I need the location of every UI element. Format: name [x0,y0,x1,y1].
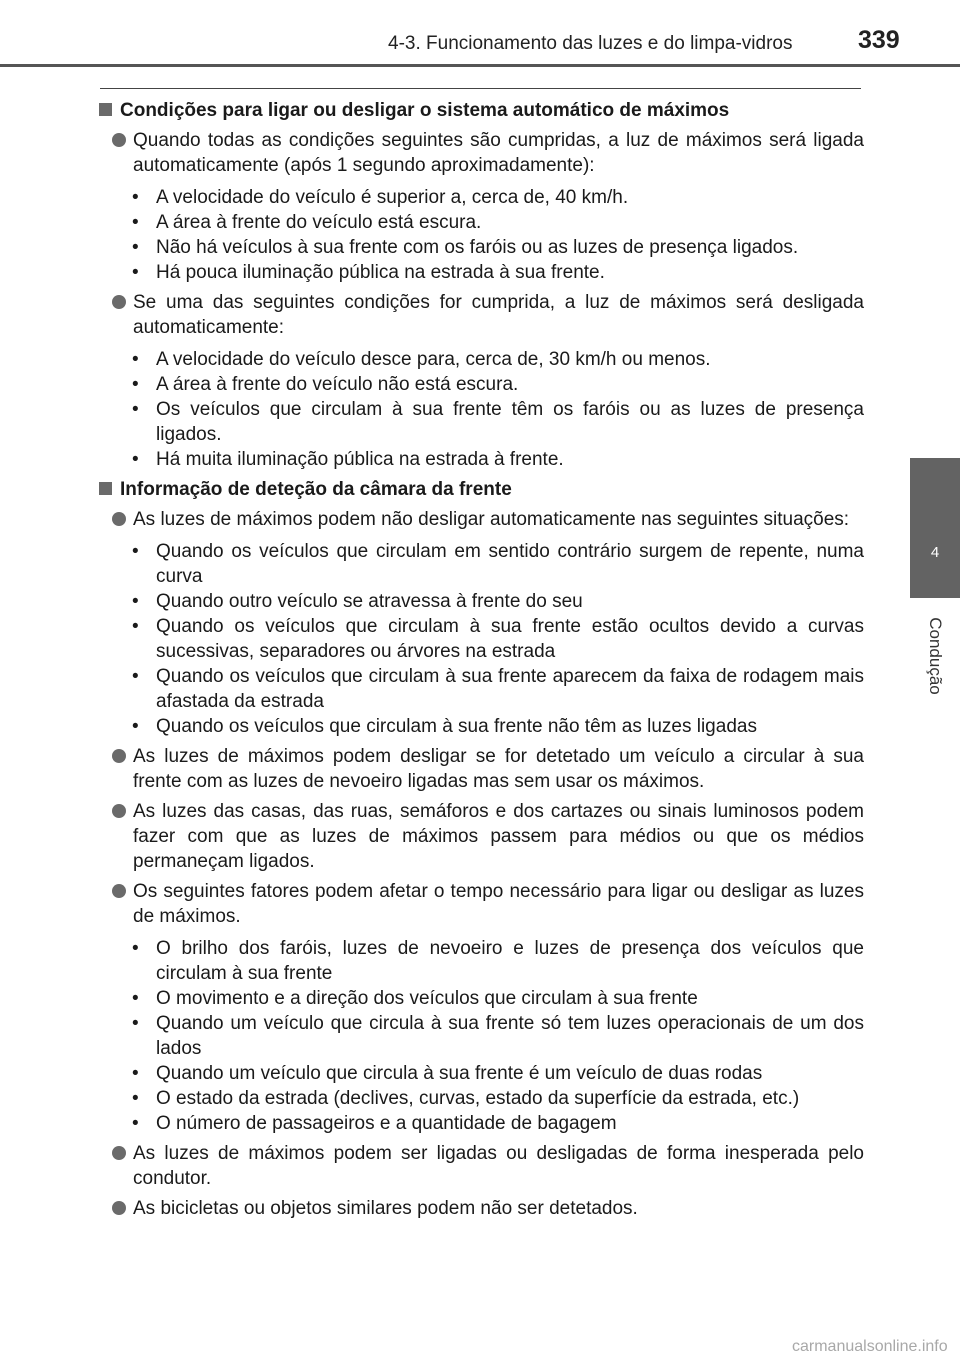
list-item: • A área à frente do veículo não está escura. [98,372,864,397]
sub-list [98,347,864,472]
chapter-label [913,606,957,706]
list-item: • Quando um veículo que circula à sua frente só tem luzes operacionais de um dos lados [98,1011,864,1061]
page-number: 339 [858,26,900,54]
chapter-tab [910,458,960,598]
bullet-point: As luzes de máximos podem ser ligadas ou desligadas de forma inesperada pelo condutor. [98,1141,864,1191]
sub-list [98,185,864,285]
list-item: • Há pouca iluminação pública na estrada à sua frente. [98,260,864,285]
sub-list [98,936,864,1136]
list-item: • O número de passageiros e a quantidade de bagagem [98,1111,864,1136]
list-item: • Os veículos que circulam à sua frente têm os faróis ou as luzes de presença ligados. [98,397,864,447]
list-item: • A área à frente do veículo está escura. [98,210,864,235]
list-item: • Quando outro veículo se atravessa à frente do seu [98,589,864,614]
list-item: • Quando os veículos que circulam à sua frente aparecem da faixa de rodagem mais afastada da estrada [98,664,864,714]
running-header: 4-3. Funcionamento das luzes e do limpa-vidros [388,33,793,54]
list-item: • Há muita iluminação pública na estrada à frente. [98,447,864,472]
page-body [98,94,864,1221]
list-item: • O brilho dos faróis, luzes de nevoeiro e luzes de presença dos veículos que circulam à sua frente [98,936,864,986]
header-divider [0,64,960,67]
list-item: • Não há veículos à sua frente com os faróis ou as luzes de presença ligados. [98,235,864,260]
bullet-point: Os seguintes fatores podem afetar o tempo necessário para ligar ou desligar as luzes de máximos. [98,879,864,929]
bullet-point: Quando todas as condições seguintes são cumpridas, a luz de máximos será ligada automaticamente (após 1 segundo aproximadamente): [98,128,864,178]
watermark: carmanualsonline.info [792,1338,948,1355]
list-item: • Quando os veículos que circulam em sentido contrário surgem de repente, numa curva [98,539,864,589]
content-top-divider [100,88,861,89]
list-item: • O estado da estrada (declives, curvas, estado da superfície da estrada, etc.) [98,1086,864,1111]
bullet-point: As luzes das casas, das ruas, semáforos e dos cartazes ou sinais luminosos podem fazer com que as luzes de máximos passem para médios ou que os médios permaneçam ligados. [98,799,864,874]
bullet-point: As luzes de máximos podem não desligar automaticamente nas seguintes situações: [98,507,864,532]
list-item: • Quando os veículos que circulam à sua frente não têm as luzes ligadas [98,714,864,739]
list-item: • Quando um veículo que circula à sua frente é um veículo de duas rodas [98,1061,864,1086]
section-title: Informação de deteção da câmara da frente [98,477,864,502]
bullet-point: As luzes de máximos podem desligar se for detetado um veículo a circular à sua frente com as luzes de nevoeiro ligadas mas sem usar os máximos. [98,744,864,794]
list-item: • A velocidade do veículo é superior a, cerca de, 40 km/h. [98,185,864,210]
bullet-point: Se uma das seguintes condições for cumprida, a luz de máximos será desligada automaticamente: [98,290,864,340]
chapter-label-text: Condução [926,617,946,695]
bullet-point: As bicicletas ou objetos similares podem não ser detetados. [98,1196,864,1221]
list-item: • O movimento e a direção dos veículos que circulam à sua frente [98,986,864,1011]
chapter-number: 4 [930,544,940,561]
list-item: • A velocidade do veículo desce para, cerca de, 30 km/h ou menos. [98,347,864,372]
sub-list [98,539,864,739]
list-item: • Quando os veículos que circulam à sua frente estão ocultos devido a curvas sucessivas, separadores ou árvores na estrada [98,614,864,664]
section-title: Condições para ligar ou desligar o sistema automático de máximos [98,98,864,123]
